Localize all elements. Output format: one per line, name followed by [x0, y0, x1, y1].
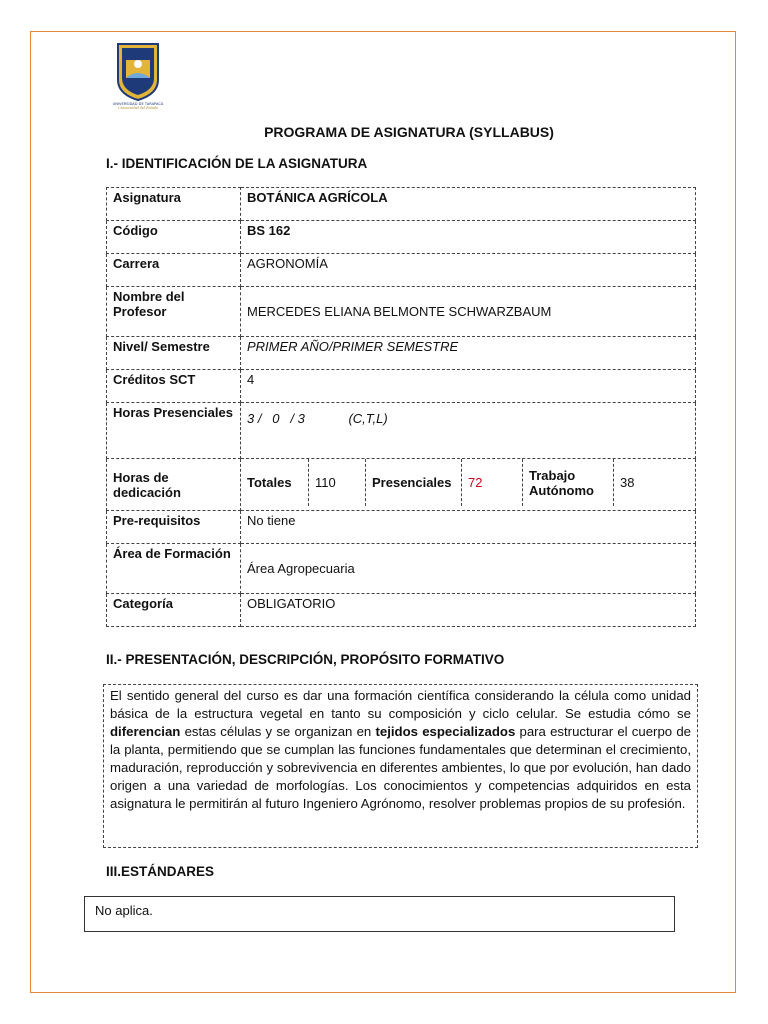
row-value: PRIMER AÑO/PRIMER SEMESTRE [241, 337, 696, 370]
description-bold: tejidos especializados [375, 724, 516, 739]
description-text: estas células y se organizan en [180, 724, 376, 739]
row-value: OBLIGATORIO [241, 594, 696, 627]
description-bold: diferencian [110, 724, 181, 739]
row-value: No tiene [241, 511, 696, 544]
row-value: BS 162 [241, 221, 696, 254]
hours-detail-table [241, 459, 695, 506]
totales-value: 110 [309, 459, 366, 506]
standards-box [84, 896, 675, 932]
description-text: El sentido general del curso es dar una formación científica considerando la célula como unidad básica de la estructura vegetal en tanto su composición y ciclo celular. Se estudia cómo se [110, 688, 691, 721]
document-title: PROGRAMA DE ASIGNATURA (SYLLABUS) [264, 124, 554, 140]
table-row [107, 459, 696, 511]
autonomo-label: Trabajo Autónomo [523, 459, 614, 506]
table-row [107, 403, 696, 459]
row-value: BOTÁNICA AGRÍCOLA [241, 188, 696, 221]
svg-text:UNIVERSIDAD DE TARAPACÁ: UNIVERSIDAD DE TARAPACÁ [112, 102, 164, 106]
table-row [107, 221, 696, 254]
row-label: Pre-requisitos [107, 511, 241, 544]
totales-label: Totales [247, 475, 292, 490]
table-row [107, 287, 696, 337]
row-label: Carrera [107, 254, 241, 287]
presenciales-value: 72 [462, 459, 523, 506]
table-row [107, 370, 696, 403]
section-identification-heading: I.- IDENTIFICACIÓN DE LA ASIGNATURA [106, 156, 368, 171]
table-row [107, 594, 696, 627]
table-row [107, 254, 696, 287]
row-label: Nivel/ Semestre [107, 337, 241, 370]
row-label: Créditos SCT [107, 370, 241, 403]
row-value [241, 403, 696, 459]
hours-breakdown: 3 / 0 / 3 [247, 411, 305, 426]
row-value: AGRONOMÍA [241, 254, 696, 287]
course-description [103, 684, 698, 848]
description-text: para estructurar el cuerpo de la planta, permitiendo que se cumplan las funciones fundamentales que determinan el crecimiento, maduración, reproducción y sobrevivencia en diferentes ambientes, lo que por evolución, han dado origen a una variedad de morfologías. Los conocimientos y competencias adquiridos en esta asignatura le permitirán al futuro Ingeniero Agrónomo, resolver problemas propios de su profesión. [110, 724, 691, 811]
row-value: MERCEDES ELIANA BELMONTE SCHWARZBAUM [241, 287, 696, 337]
hours-detail-cell [241, 459, 696, 511]
table-row [107, 511, 696, 544]
row-label: Horas Presenciales [107, 403, 241, 459]
row-label: Categoría [107, 594, 241, 627]
row-label: Código [107, 221, 241, 254]
table-row [107, 337, 696, 370]
table-row [107, 188, 696, 221]
row-value: 4 [241, 370, 696, 403]
row-label: Nombre del Profesor [107, 287, 241, 337]
row-label: Área de Formación [107, 544, 241, 594]
standards-text: No aplica. [95, 903, 153, 918]
presenciales-label: Presenciales [366, 459, 462, 506]
table-row [107, 544, 696, 594]
autonomo-value: 38 [614, 459, 696, 506]
row-value: Área Agropecuaria [241, 544, 696, 594]
university-logo [104, 42, 172, 110]
hours-type: (C,T,L) [348, 411, 388, 426]
row-label: Horas de dedicación [107, 459, 241, 511]
svg-text:Universidad del Estado: Universidad del Estado [117, 106, 159, 110]
row-label: Asignatura [107, 188, 241, 221]
identification-table [106, 187, 696, 627]
section-presentation-heading: II.- PRESENTACIÓN, DESCRIPCIÓN, PROPÓSITO FORMATIVO [106, 652, 505, 667]
section-standards-heading: III.ESTÁNDARES [106, 864, 215, 879]
